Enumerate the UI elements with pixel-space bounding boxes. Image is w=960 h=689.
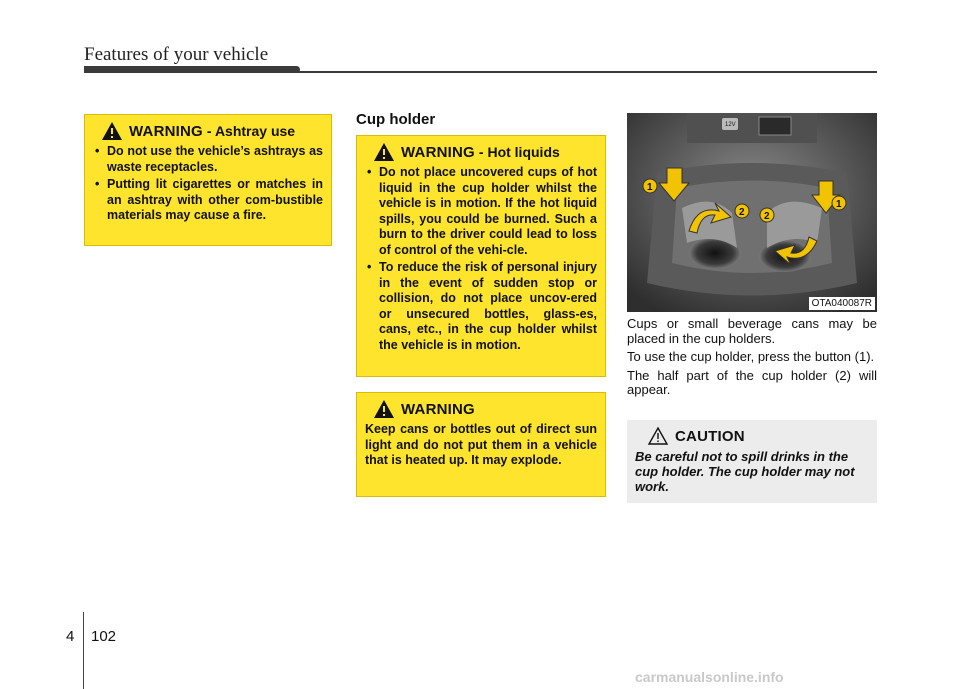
- list-item: • Do not place uncovered cups of hot liquid in the cup holder whilst the vehicle is in motion. If the hot liquid spills, you could be burned. Such a burn to the driver could lead to loss of control of the vehi-cle.: [365, 165, 597, 258]
- warning-ashtray-subtitle: - Ashtray use: [206, 123, 296, 139]
- warning-ashtray-box: [84, 114, 332, 246]
- warning-ashtray-title: WARNING: [129, 122, 203, 140]
- page-divider: [83, 612, 84, 689]
- section-title: Cup holder: [356, 111, 436, 128]
- callout-2-left: 2: [739, 207, 745, 218]
- caution-box: [627, 420, 877, 503]
- body-paragraph: Cups or small beverage cans may be placed in the cup holders.: [627, 316, 877, 346]
- cup-holder-illustration: [627, 113, 877, 312]
- warning-sun-title: WARNING: [401, 400, 475, 418]
- caution-title: CAUTION: [675, 427, 745, 445]
- warning-sun-text: Keep cans or bottles out of direct sun light and do not put them in a vehicle that is heated up. It may explode.: [365, 422, 597, 467]
- list-item: • To reduce the risk of personal injury in the event of sudden stop or collision, do not place uncov-ered or unsecured bottles, glass-es, cans, etc., in the cup holder whilst the vehicle is in motion.: [365, 260, 597, 353]
- caution-heading: [635, 426, 869, 446]
- warning-triangle-icon: [373, 142, 395, 162]
- warning-triangle-icon: [373, 399, 395, 419]
- list-item: • Do not use the vehicle’s ashtrays as waste receptacles.: [93, 144, 323, 175]
- caution-text: Be careful not to spill drinks in the cup holder. The cup holder may not work.: [635, 449, 855, 494]
- cup-holder-photo: [627, 113, 877, 312]
- page-number: 102: [91, 628, 117, 645]
- caution-triangle-icon: [647, 426, 669, 446]
- callout-1-left: 1: [647, 182, 653, 193]
- body-paragraph: The half part of the cup holder (2) will appear.: [627, 367, 877, 397]
- chapter-number: 4: [66, 628, 75, 645]
- warning-hot-title: WARNING: [401, 143, 475, 161]
- body-paragraph: To use the cup holder, press the button (1).: [627, 349, 875, 364]
- body-text: [627, 317, 877, 402]
- warning-hot-list: [365, 165, 597, 353]
- warning-sun-box: [356, 392, 606, 497]
- photo-caption: OTA040087R: [809, 297, 875, 310]
- warning-ashtray-list: [93, 144, 323, 224]
- warning-hot-box: [356, 135, 606, 377]
- callout-1-right: 1: [836, 199, 842, 210]
- warning-hot-heading: [365, 142, 597, 162]
- socket-label: 12V: [725, 122, 736, 128]
- warning-ashtray-heading: [93, 121, 323, 141]
- callout-2-right: 2: [764, 211, 770, 222]
- header-title: Features of your vehicle: [84, 44, 269, 65]
- header-line: [84, 71, 877, 73]
- list-item: • Putting lit cigarettes or matches in an ashtray with other com-bustible materials may cause a fire.: [93, 177, 323, 224]
- warning-hot-subtitle: - Hot liquids: [478, 144, 560, 160]
- watermark-text: carmanualsonline.info: [635, 669, 784, 685]
- warning-triangle-icon: [101, 121, 123, 141]
- warning-sun-heading: [365, 399, 597, 419]
